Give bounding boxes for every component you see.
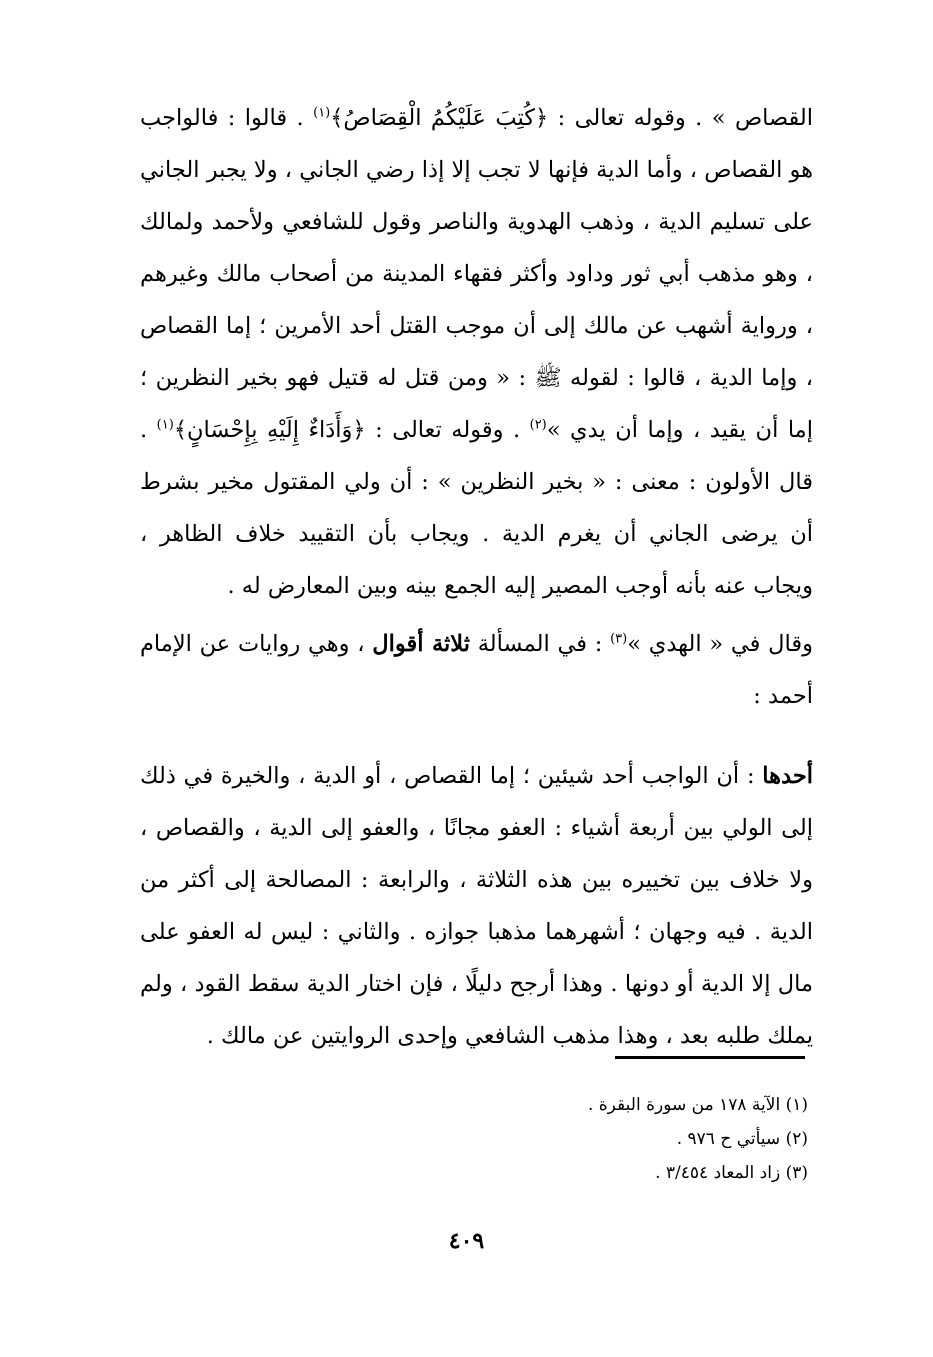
main-text (140, 92, 813, 1062)
paragraph-2 (140, 618, 813, 722)
bold-phrase: ثلاثة أقوال (372, 631, 470, 657)
footnote-reference: (٢) (529, 417, 547, 433)
footnote-reference: (١) (156, 417, 174, 433)
text-segment: وقال في « الهدي » (627, 631, 814, 657)
text-segment: . قال الأولون : معنى : « بخير النظرين » : أن ولي المقتول مخير بشرط أن يرضى الجاني أن يغرم الدية . ويجاب بأن التقييد خلاف الظاهر ، ويجاب عنه بأنه أوجب المصير إليه الجمع بينه وبين المعارض له . (140, 417, 813, 599)
text-segment: القصاص » . وقوله تعالى : ﴿كُتِبَ عَلَيْكُمُ الْقِصَاصُ﴾ (330, 105, 813, 131)
paragraph-1 (140, 92, 813, 612)
footnote-1: (١) الآية ١٧٨ من سورة البقرة . (587, 1095, 808, 1115)
page-number: ٤٠٩ (448, 1228, 485, 1254)
footnote-reference: (٣) (610, 631, 628, 647)
footnote-separator (615, 1056, 805, 1059)
text-segment: : في المسألة (469, 631, 611, 657)
text-segment: ، وهي روايات عن الإمام أحمد : (140, 631, 813, 709)
paragraph-3 (140, 750, 813, 1062)
text-segment: : أن الواجب أحد شيئين ؛ إما القصاص ، أو الدية ، والخيرة في ذلك إلى الولي بين أربعة أشياء : العفو مجانًا ، والعفو إلى الدية ، والقصاص ، ولا خلاف بين تخييره بين هذه الثلاثة ، والرابعة : المصالحة إلى أكثر من الدية . فيه وجهان ؛ أشهرهما مذهبا جوازه . والثاني : ليس له العفو على مال إلا الدية أو دونها . وهذا أرجح دليلًا ، فإن اختار الدية سقط القود ، ولم يملك طلبه بعد ، وهذا مذهب الشافعي وإحدى الروايتين عن مالك . (140, 763, 813, 1049)
text-segment: . وقوله تعالى : ﴿وَأَدَاءٌ إِلَيْهِ بِإِحْسَانٍ﴾ (173, 417, 530, 443)
footnote-reference: (١) (313, 105, 331, 121)
footnotes (408, 1088, 808, 1190)
text-segment: . قالوا : فالواجب هو القصاص ، وأما الدية فإنها لا تجب إلا إذا رضي الجاني ، ولا يجبر الجاني على تسليم الدية ، وذهب الهدوية والناصر وقول للشافعي ولأحمد ولمالك ، وهو مذهب أبي ثور وداود وأكثر فقهاء المدينة من أصحاب مالك وغيرهم ، ورواية أشهب عن مالك إلى أن موجب القتل أحد الأمرين ؛ إما القصاص ، وإما الدية ، قالوا : لقوله ﷺ : « ومن قتل له قتيل فهو بخير النظرين ؛ إما أن يقيد ، وإما أن يدي » (140, 105, 813, 443)
footnote-3: (٣) زاد المعاد ٣/٤٥٤ . (655, 1163, 808, 1183)
bold-phrase: أحدها (762, 763, 813, 789)
footnote-2: (٢) سيأتي ح ٩٧٦ . (676, 1129, 808, 1149)
